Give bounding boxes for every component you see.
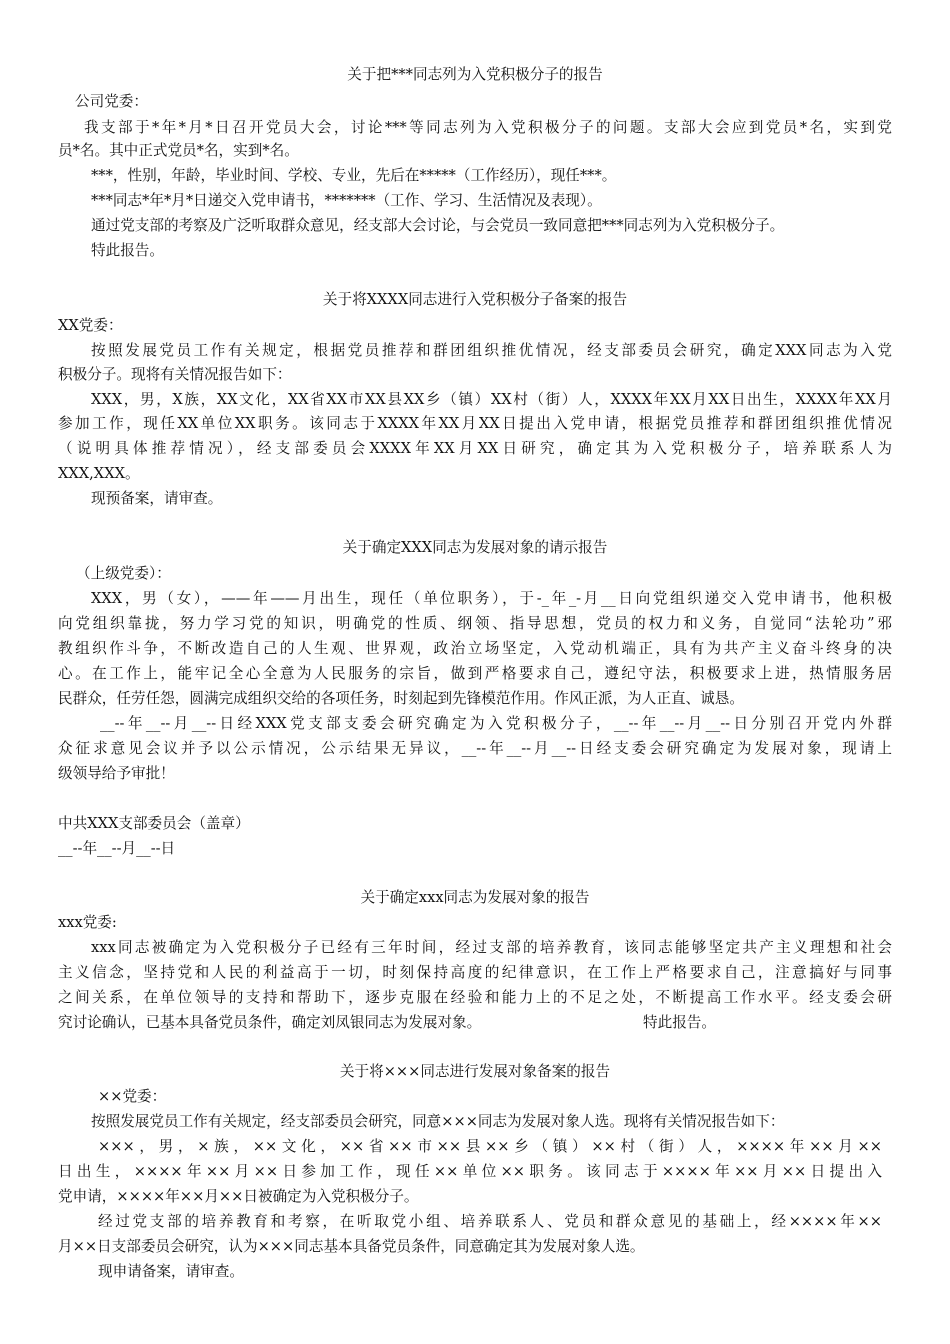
section3-para2-line3: 级领导给予审批！ [58, 765, 175, 782]
section3-para2-line2: 众征求意见会议并予以公示情况，公示结果无异议，__--年__--月__--日经支委会研究确定为发展对象，现请上 [58, 740, 892, 757]
section2-para2-line3: （说明具体推荐情况），经支部委员会XXXX年XX月XX日研究，确定其为入党积极分子，培养联系人为 [58, 440, 892, 457]
section5-closing: 现申请备案，请审查。 [98, 1263, 244, 1280]
section5-para2-line1: ×××，男，×族，××文化，××省××市××县××乡（镇）××村（街）人，××××年××月×× [98, 1138, 882, 1155]
section2-para2-line4: XXX,XXX。 [58, 465, 140, 482]
section5-para3-line1: 经过党支部的培养教育和考察，在听取党小组、培养联系人、党员和群众意见的基础上，经××××年×× [98, 1213, 882, 1230]
section2-addressee: XX党委： [58, 317, 123, 334]
section5-para2-line3: 党申请，××××年××月××日被确定为入党积极分子。 [58, 1188, 419, 1205]
section3-para1-line2: 向党组织靠拢，努力学习党的知识，明确党的性质、纲领、指导思想，党员的权力和义务，自觉同“法轮功”邪 [58, 615, 892, 632]
section5-para1: 按照发展党员工作有关规定，经支部委员会研究，同意×××同志为发展对象人选。现将有关情况报告如下： [91, 1113, 785, 1130]
section3-para1-line1: XXX，男（女），——年——月出生，现任（单位职务），于-_年_-月__日向党组织递交入党申请书，他积极 [91, 590, 892, 607]
section3-signature: 中共XXX支部委员会（盖章） [58, 815, 250, 832]
section4-para1-line1: xxx同志被确定为入党积极分子已经有三年时间，经过支部的培养教育，该同志能够坚定共产主义理想和社会 [91, 939, 892, 956]
section4-para1-line2: 主义信念，坚持党和人民的利益高于一切，时刻保持高度的纪律意识，在工作上严格要求自己，注意搞好与同事 [58, 964, 892, 981]
section1-para1-line1: 我支部于*年*月*日召开党员大会，讨论***等同志列为入党积极分子的问题。支部大会应到党员*名，实到党 [84, 119, 892, 136]
section5-para2-line2: 日出生，××××年××月××日参加工作，现任××单位××职务。该同志于××××年××月××日提出入 [58, 1163, 882, 1180]
section4-title: 关于确定xxx同志为发展对象的报告 [360, 889, 590, 906]
section2-title: 关于将XXXX同志进行入党积极分子备案的报告 [322, 291, 628, 308]
section3-para1-line4: 心。在工作上，能牢记全心全意为人民服务的宗旨，做到严格要求自己，遵纪守法，积极要求上进，热情服务居 [58, 665, 892, 682]
section2-para1-line1: 按照发展党员工作有关规定，根据党员推荐和群团组织推优情况，经支部委员会研究，确定XXX同志为入党 [91, 342, 892, 359]
section3-para1-line5: 民群众，任劳任怨，圆满完成组织交给的各项任务，时刻起到先锋模范作用。作风正派，为人正直、诚恳。 [58, 690, 744, 707]
section2-para1-line2: 积极分子。现将有关情况报告如下： [58, 366, 292, 383]
section1-addressee: 公司党委： [75, 93, 148, 110]
section3-title: 关于确定XXX同志为发展对象的请示报告 [342, 539, 608, 556]
section1-para1-line2: 员*名。其中正式党员*名，实到*名。 [58, 142, 299, 159]
section3-date: __--年__--月__--日 [58, 840, 176, 857]
section4-para1-line4: 究讨论确认，已基本具备党员条件，确定刘凤银同志为发展对象。 [58, 1014, 482, 1031]
section5-title: 关于将×××同志进行发展对象备案的报告 [339, 1063, 611, 1080]
section1-para3: ***同志*年*月*日递交入党申请书，*******（工作、学习、生活情况及表现）。 [91, 192, 602, 209]
section1-closing: 特此报告。 [91, 242, 164, 259]
section2-closing: 现预备案，请审查。 [91, 490, 223, 507]
section5-addressee: ××党委： [98, 1088, 167, 1105]
section2-para2-line2: 参加工作，现任XX单位XX职务。该同志于XXXX年XX月XX日提出入党申请，根据党员推荐和群团组织推优情况 [58, 415, 892, 432]
section4-para1-line3: 之间关系，在单位领导的支持和帮助下，逐步克服在经验和能力上的不足之处，不断提高工作水平。经支委会研 [58, 989, 892, 1006]
section1-para2: ***，性别，年龄，毕业时间、学校、专业，先后在*****（工作经历），现任***。 [91, 167, 617, 184]
section5-para3-line2: 月××日支部委员会研究，认为×××同志基本具备党员条件，同意确定其为发展对象人选。 [58, 1238, 645, 1255]
section1-para4: 通过党支部的考察及广泛听取群众意见，经支部大会讨论，与会党员一致同意把***同志列为入党积极分子。 [91, 217, 785, 234]
section4-addressee: xxx党委: [58, 914, 117, 931]
section3-addressee: （上级党委）： [76, 565, 171, 582]
section3-para2-line1: __--年__--月__--日经XXX党支部支委会研究确定为入党积极分子，__--年__--月__--日分别召开党内外群 [100, 715, 892, 732]
section1-title: 关于把***同志列为入党积极分子的报告 [347, 66, 603, 83]
section4-closing: 特此报告。 [643, 1014, 716, 1031]
section2-para2-line1: XXX，男，X族，XX文化，XX省XX市XX县XX乡（镇）XX村（街）人，XXXX年XX月XX日出生，XXXX年XX月 [91, 391, 892, 408]
section3-para1-line3: 教组织作斗争，不断改造自己的人生观、世界观，政治立场坚定，入党动机端正，具有为共产主义奋斗终身的决 [58, 640, 892, 657]
